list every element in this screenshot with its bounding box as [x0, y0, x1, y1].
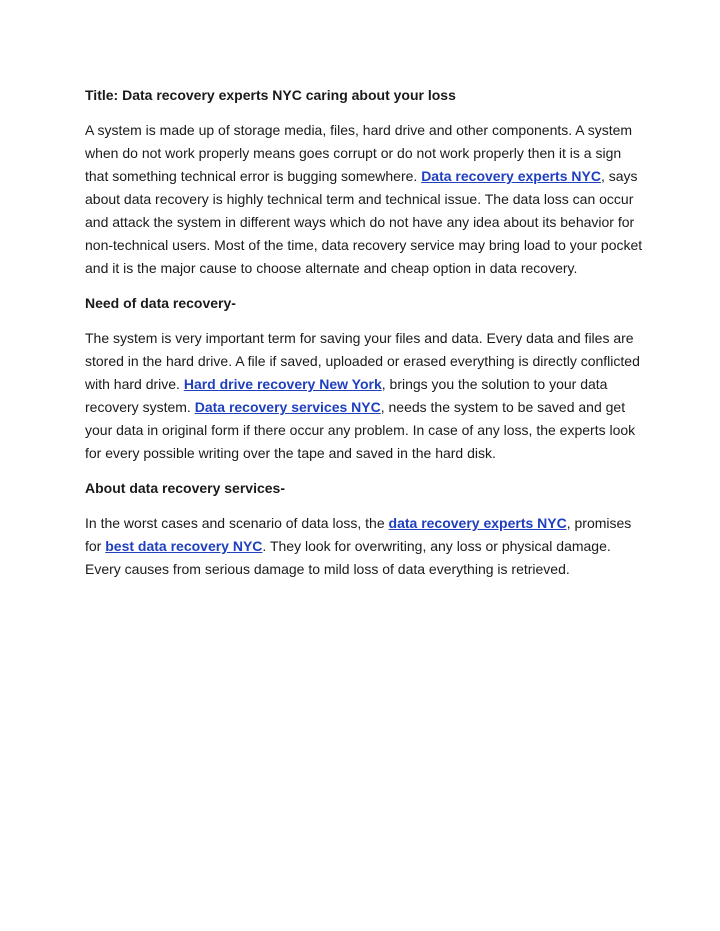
- paragraph-intro: [85, 119, 645, 280]
- paragraph-need: [85, 327, 645, 465]
- paragraph-text: The system is very important term for saving your files and data. Every data and files are stored in the hard drive. A file if saved, uploaded or erased everything is directly conflicted with hard drive.: [85, 330, 640, 392]
- paragraph-text: . They look for overwriting, any loss or physical damage. Every causes from serious damage to mild loss of data everything is retrieved.: [85, 538, 611, 577]
- link-data-recovery-experts-nyc-2[interactable]: data recovery experts NYC: [388, 515, 567, 531]
- section-heading-about: About data recovery services-: [85, 480, 285, 496]
- document-title: Title: Data recovery experts NYC caring about your loss: [85, 87, 456, 103]
- paragraph-text: A system is made up of storage media, files, hard drive and other components. A system when do not work properly means goes corrupt or do not work properly then it is a sign that something technical error is bugging somewhere.: [85, 122, 633, 184]
- link-data-recovery-experts-nyc[interactable]: Data recovery experts NYC: [421, 168, 601, 184]
- paragraph-about: [85, 512, 645, 581]
- paragraph-text: , brings you the solution to your data recovery system.: [85, 376, 608, 415]
- paragraph-text: In the worst cases and scenario of data loss, the: [85, 515, 389, 531]
- paragraph-text: , promises for: [85, 515, 632, 554]
- paragraph-text: , needs the system to be saved and get your data in original form if there occur any problem. In case of any loss, the experts look for every possible writing over the tape and saved in the hard disk.: [85, 399, 636, 461]
- section-heading-need: Need of data recovery-: [85, 295, 236, 311]
- link-data-recovery-services-nyc[interactable]: Data recovery services NYC: [194, 399, 381, 415]
- paragraph-text: , says about data recovery is highly technical term and technical issue. The data loss can occur and attack the system in different ways which do not have any idea about its behavior for non-technical users. Most of the time, data recovery service may bring load to your pocket and it is the major cause to choose alternate and cheap option in data recovery.: [85, 168, 643, 276]
- link-hard-drive-recovery-new-york[interactable]: Hard drive recovery New York: [183, 376, 382, 392]
- document-body: [85, 84, 645, 593]
- link-best-data-recovery-nyc[interactable]: best data recovery NYC: [105, 538, 263, 554]
